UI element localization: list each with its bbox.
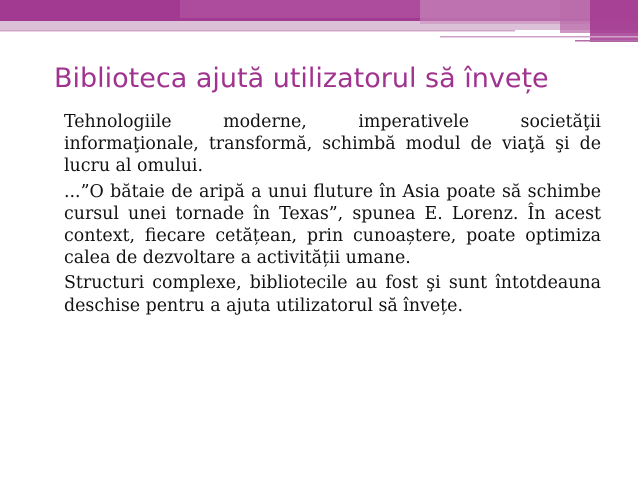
paragraph-libraries: Structuri complexe, bibliotecile au fost şi sunt întotdeauna deschise pentru a ajuta utilizatorul să învețe. bbox=[64, 273, 601, 316]
slide-body bbox=[64, 111, 601, 320]
paragraph-lorenz-quote: ...”O bătaie de aripă a unui fluture în Asia poate să schimbe cursul unei tornade în Texas”, spunea E. Lorenz. În acest context, fiecare cetățean, prin cunoaștere, poate optimiza calea de dezvoltare a activității umane. bbox=[64, 181, 601, 269]
slide-title: Biblioteca ajută utilizatorul să învețe bbox=[54, 63, 549, 94]
paragraph-technologies: Tehnologiile moderne, imperativele societăţii informaţionale, transformă, schimbă modul de viaţă şi de lucru al omului. bbox=[64, 112, 601, 177]
decorative-top-banner bbox=[0, 0, 638, 44]
